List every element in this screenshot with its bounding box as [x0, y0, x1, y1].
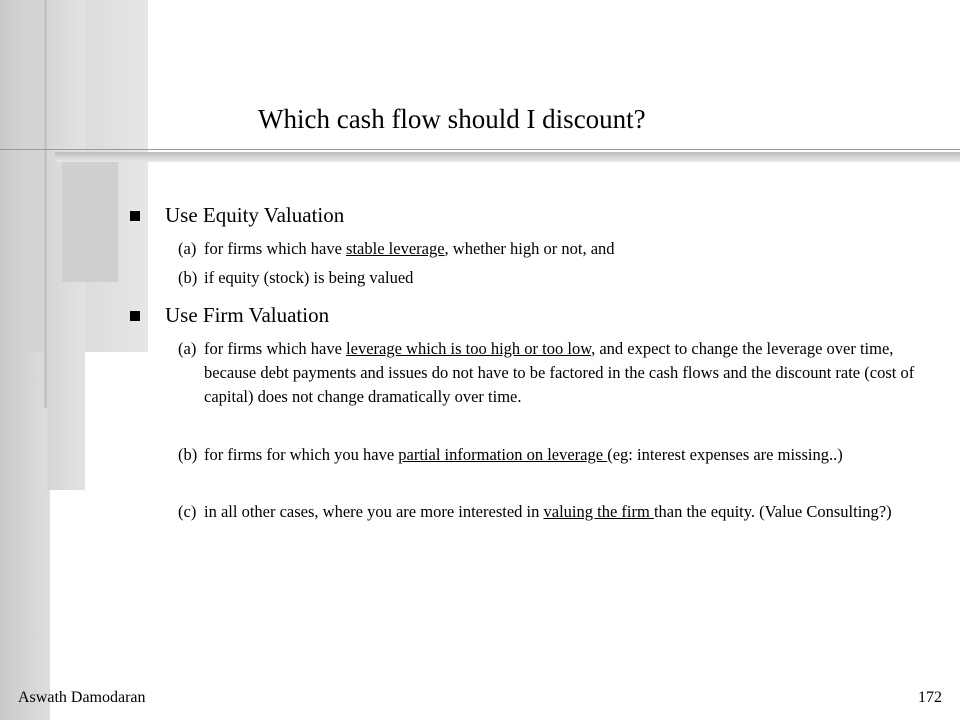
- item-marker: (b): [178, 268, 198, 287]
- item-text-after: than the equity. (Value Consulting?): [653, 502, 892, 521]
- item-text-after: , whether high or not, and: [444, 239, 615, 258]
- item-marker: (a): [178, 339, 197, 358]
- item-underlined-text: stable leverage: [346, 239, 445, 258]
- footer-page-number: 172: [918, 689, 942, 706]
- equity-item-b: [178, 266, 938, 290]
- item-text: for firms which have: [204, 339, 347, 358]
- item-text-after: (eg: interest expenses are missing..): [607, 445, 843, 464]
- decor-bar-5: [62, 162, 118, 282]
- section-heading-text: Use Equity Valuation: [165, 203, 345, 227]
- item-marker: (c): [178, 502, 197, 521]
- footer-author: Aswath Damodaran: [18, 689, 146, 706]
- item-text: in all other cases, where you are more interested in: [204, 502, 544, 521]
- item-underlined-text: partial information on leverage: [398, 445, 608, 464]
- title-rule-thick: [55, 152, 960, 162]
- bullet-square-icon: [130, 311, 140, 321]
- item-text-after: , and expect to change the leverage over time, because debt payments and issues do not have to be factored in the cash flows and the discount rate (cost of capital) does not change dramatically over time.: [204, 339, 915, 406]
- item-marker: (a): [178, 239, 197, 258]
- item-text: if equity (stock) is being valued: [204, 268, 414, 287]
- firm-item-c: [178, 500, 938, 524]
- section-heading-text: Use Firm Valuation: [165, 303, 330, 327]
- item-text: for firms which have: [204, 239, 347, 258]
- item-underlined-text: leverage which is too high or too low: [346, 339, 592, 358]
- section-equity-heading: [130, 201, 344, 229]
- section-firm-heading: [130, 301, 329, 329]
- equity-item-a: [178, 237, 938, 261]
- item-underlined-text: valuing the firm: [543, 502, 654, 521]
- item-marker: (b): [178, 445, 198, 464]
- firm-item-b: [178, 443, 938, 467]
- item-text: for firms for which you have: [204, 445, 399, 464]
- firm-item-a: [178, 337, 938, 409]
- slide-title: Which cash flow should I discount?: [258, 104, 646, 134]
- title-rule-thin: [0, 149, 960, 150]
- bullet-square-icon: [130, 211, 140, 221]
